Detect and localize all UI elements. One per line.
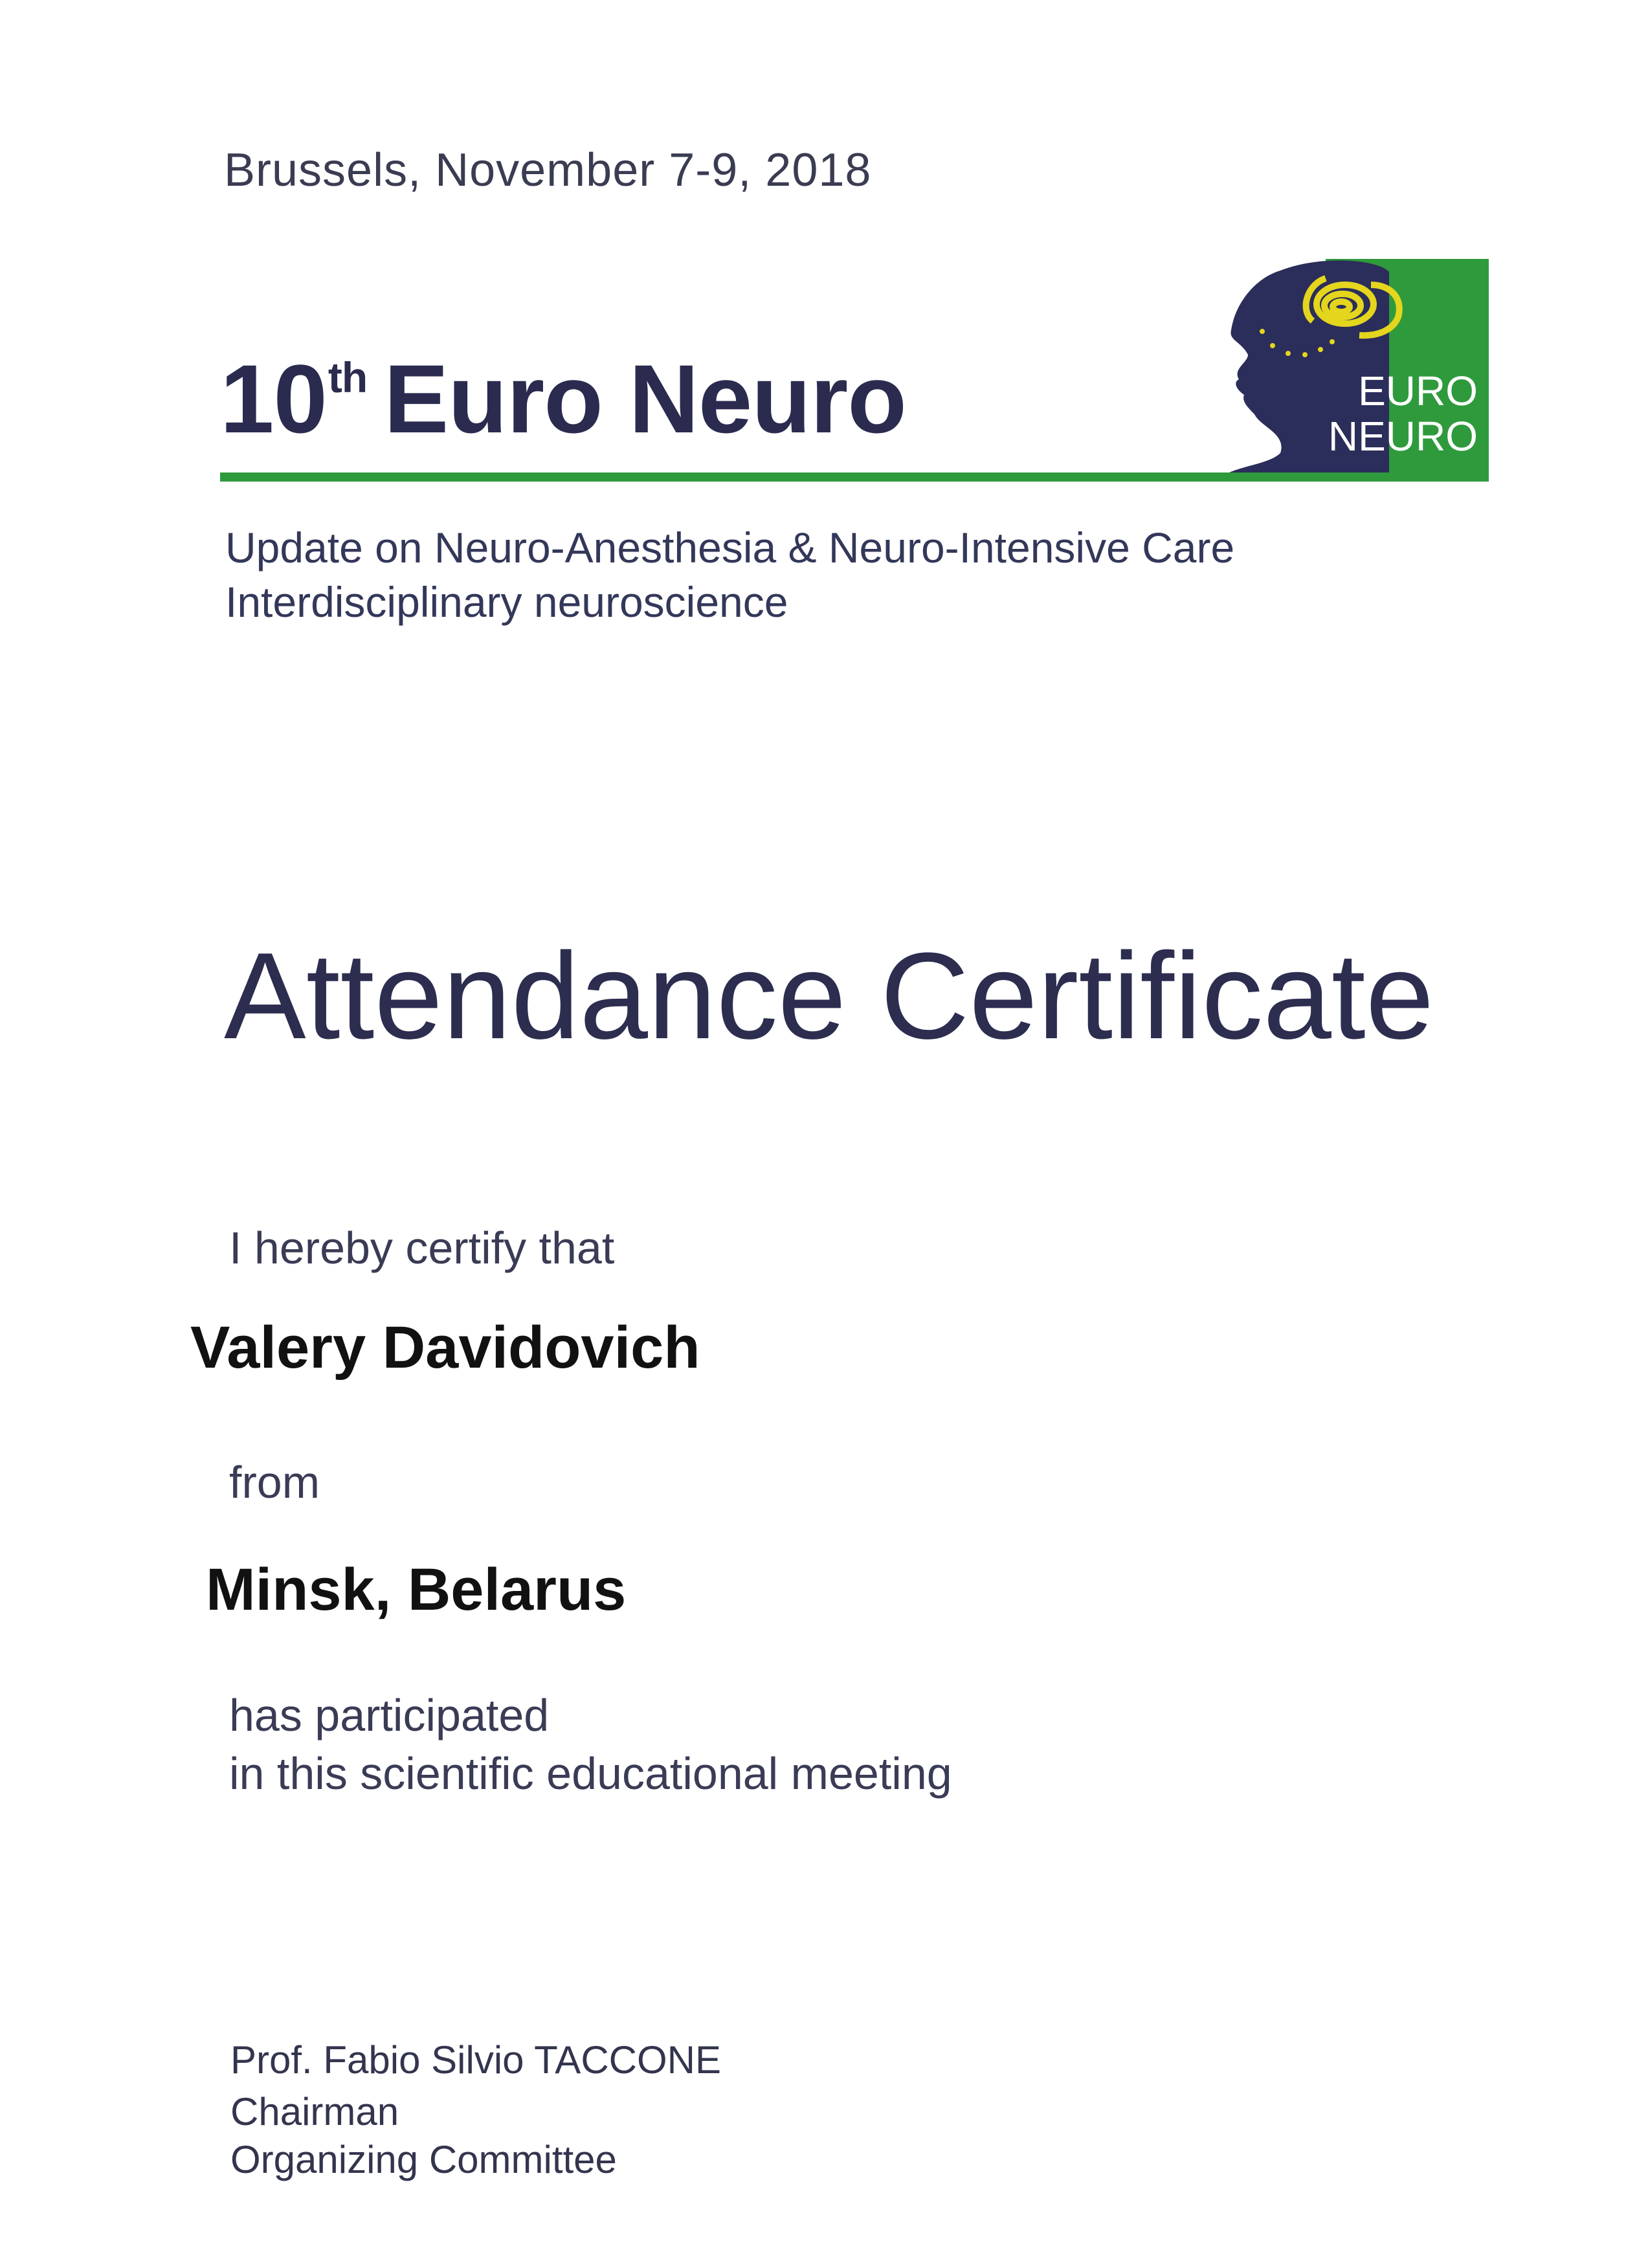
place-date: Brussels, November 7-9, 2018: [224, 144, 872, 196]
event-title-number: 10: [220, 344, 327, 453]
euro-neuro-head-logo-icon: [1216, 259, 1489, 482]
subtitle-line2: Interdisciplinary neuroscience: [225, 578, 788, 626]
event-title: [220, 343, 906, 455]
from-text: from: [229, 1457, 320, 1507]
event-title-main: Euro Neuro: [384, 344, 906, 453]
certificate-heading: Attendance Certificate: [224, 928, 1434, 1065]
participant-name: Valery Davidovich: [190, 1315, 700, 1381]
signatory-name: Prof. Fabio Silvio TACCONE: [230, 2038, 721, 2082]
signatory-role: Chairman: [230, 2090, 399, 2133]
logo-text-line1: EURO: [1358, 368, 1478, 414]
subtitle-line1: Update on Neuro-Anesthesia & Neuro-Intensive Care: [225, 524, 1235, 572]
logo-text-line2: NEURO: [1328, 413, 1478, 460]
signatory-committee: Organizing Committee: [230, 2138, 617, 2181]
participated-line1: has participated: [229, 1690, 550, 1740]
event-title-suffix: th: [328, 353, 368, 401]
euro-neuro-logo: [1216, 259, 1489, 482]
certify-text: I hereby certify that: [229, 1223, 615, 1273]
participated-line2: in this scientific educational meeting: [229, 1748, 952, 1799]
title-divider: [220, 472, 1489, 482]
participant-location: Minsk, Belarus: [206, 1557, 627, 1623]
